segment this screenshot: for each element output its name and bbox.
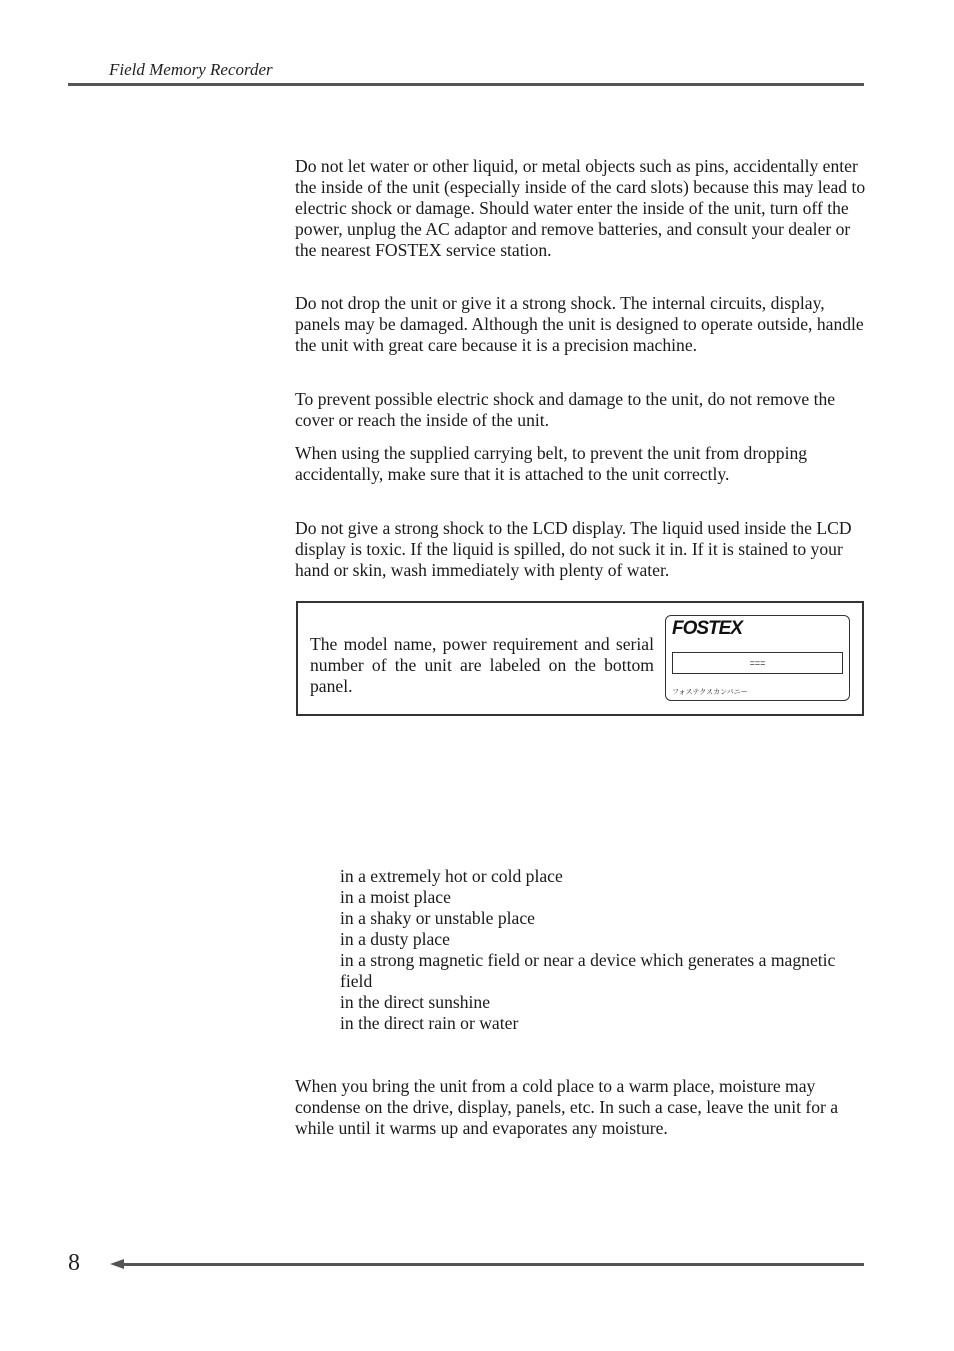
list-item: in a dusty place (340, 929, 450, 949)
list-item: in the direct rain or water (340, 1013, 519, 1033)
liquid-warning-paragraph: Do not let water or other liquid, or metal objects such as pins, accidentally enter the inside of the unit (especially inside of the card slots) because this may lead to electric shock or damage. Should water enter the inside of the unit, turn off the power, unplug the AC adaptor and remove batteries, and consult your dealer or the nearest FOSTEX service station. (295, 156, 866, 260)
condensation-paragraph: When you bring the unit from a cold place to a warm place, moisture may condense on the drive, display, panels, etc. In such a case, leave the unit for a while until it warms up and evaporates any moisture. (295, 1076, 839, 1138)
carrying-belt-paragraph: When using the supplied carrying belt, to prevent the unit from dropping accidentally, make sure that it is attached to the unit correctly. (295, 443, 808, 484)
cover-warning-paragraph: To prevent possible electric shock and damage to the unit, do not remove the cover or reach the inside of the unit. (295, 389, 836, 430)
page-number: 8 (68, 1250, 80, 1276)
label-info-box (296, 601, 864, 716)
header-rule (68, 83, 864, 86)
list-item: in a moist place (340, 887, 451, 907)
list-item: in a shaky or unstable place (340, 908, 535, 928)
nameplate-field (672, 652, 843, 674)
shock-warning-paragraph: Do not drop the unit or give it a strong shock. The internal circuits, display, panels may be damaged. Although the unit is designed to operate outside, handle the unit with great care because it is a precision machine. (295, 293, 864, 355)
label-info-text: The model name, power requirement and serial number of the unit are labeled on the bottom panel. (310, 634, 654, 696)
list-item: in the direct sunshine (340, 992, 491, 1012)
fostex-logo: FOSTEX (672, 618, 743, 639)
avoid-locations-list (340, 866, 860, 1034)
list-item: in a extremely hot or cold place (340, 866, 563, 886)
lcd-warning-paragraph: Do not give a strong shock to the LCD display. The liquid used inside the LCD display is toxic. If the liquid is spilled, do not suck it in. If it is stained to your hand or skin, wash immediately with plenty of water. (295, 518, 852, 580)
company-name-kana: フォステクスカンパニー (672, 688, 748, 696)
running-header-title: Field Memory Recorder (109, 60, 273, 79)
list-item: in a strong magnetic field or near a device which generates a magnetic field (340, 950, 836, 991)
footer-rule (122, 1263, 864, 1266)
nameplate-illustration (665, 615, 850, 701)
nameplate-field-symbol: === (749, 658, 766, 668)
